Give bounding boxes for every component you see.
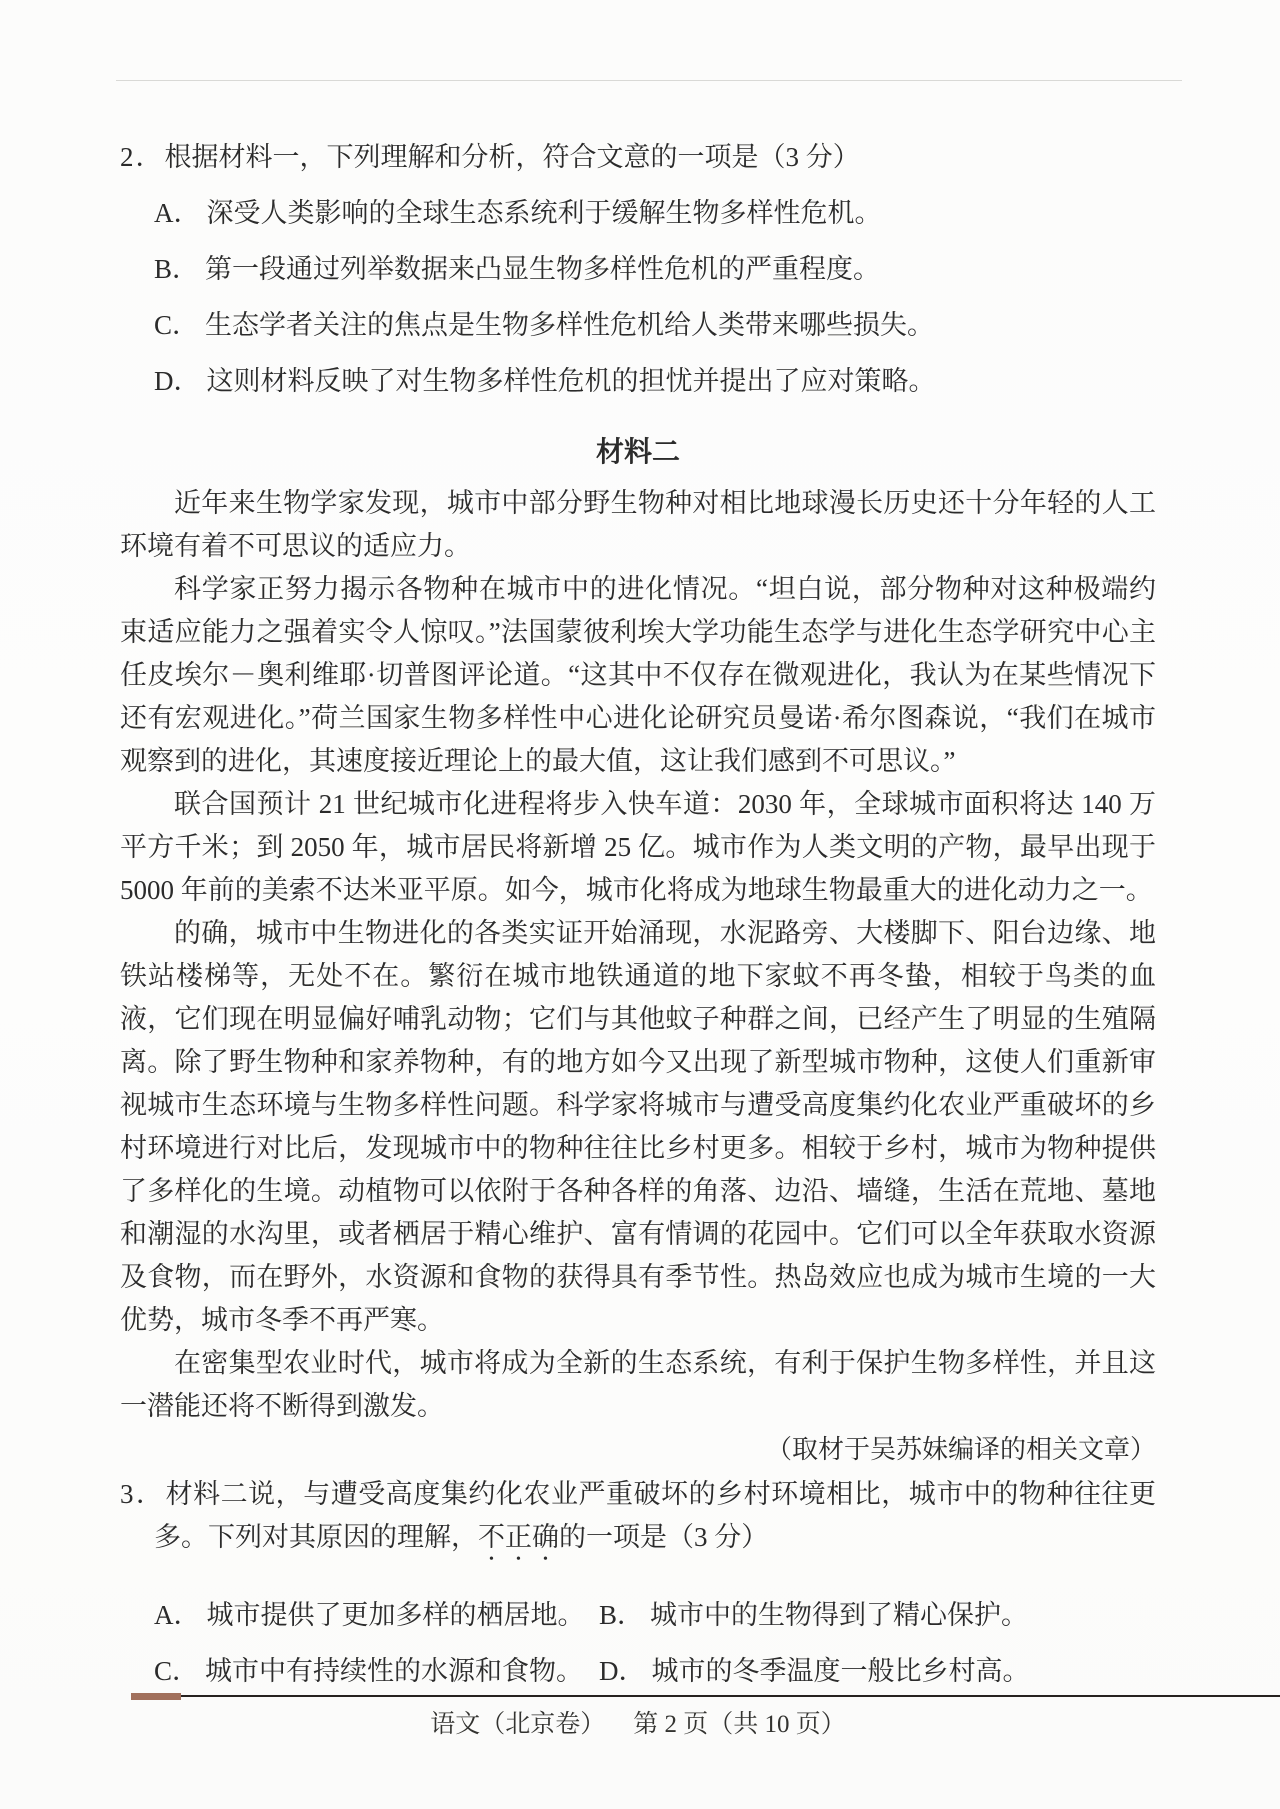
question-3-option-b xyxy=(599,1594,1156,1636)
question-2-option-b xyxy=(154,248,1156,290)
material-2-attribution: （取材于吴苏妹编译的相关文章） xyxy=(765,1435,1156,1464)
option-d-text: 这则材料反映了对生物多样性危机的担忧并提出了应对策略。 xyxy=(206,366,936,396)
bottom-rule-accent xyxy=(131,1693,181,1700)
question-3-options xyxy=(120,1594,1156,1692)
question-3-stem xyxy=(120,1473,1156,1567)
option-b-text: 第一段通过列举数据来凸显生物多样性危机的严重程度。 xyxy=(205,254,881,284)
material-2-heading: 材料二 xyxy=(595,437,680,468)
page-content xyxy=(120,136,1156,1742)
question-2-option-c xyxy=(154,304,1156,346)
material-paragraph-2: 科学家正努力揭示各物种在城市中的进化情况。“坦白说，部分物种对这种极端约束适应能力之强着实令人惊叹。”法国蒙彼利埃大学功能生态学与进化生态学研究中心主任皮埃尔－奥利维耶·切普图评论道。“这其中不仅存在微观进化，我认为在某些情况下还有宏观进化。”荷兰国家生物多样性中心进化论研究员曼诺·希尔图森说，“我们在城市观察到的进化，其速度接近理论上的最大值，这让我们感到不可思议。” xyxy=(120,574,1156,776)
question-3-number: 3． xyxy=(120,1479,166,1509)
page-footer xyxy=(120,1708,1156,1742)
option-b-label: B． xyxy=(154,254,200,284)
option-c-label: C． xyxy=(154,310,200,340)
material-paragraph-4: 的确，城市中生物进化的各类实证开始涌现，水泥路旁、大楼脚下、阳台边缘、地铁站楼梯等，无处不在。繁衍在城市地铁通道的地下家蚊不再冬蛰，相较于鸟类的血液，它们现在明显偏好哺乳动物；它们与其他蚊子种群之间，已经产生了明显的生殖隔离。除了野生物种和家养物种，有的地方如今又出现了新型城市物种，这使人们重新审视城市生态环境与生物多样性问题。科学家将城市与遭受高度集约化农业严重破坏的乡村环境进行对比后，发现城市中的物种往往比乡村更多。相较于乡村，城市为物种提供了多样化的生境。动植物可以依附于各种各样的角落、边沿、墙缝，生活在荒地、墓地和潮湿的水沟里，或者栖居于精心维护、富有情调的花园中。它们可以全年获取水资源及食物，而在野外，水资源和食物的获得具有季节性。热岛效应也成为城市生境的一大优势，城市冬季不再严寒。 xyxy=(120,918,1156,1335)
option-b-text: 城市中的生物得到了精心保护。 xyxy=(650,1600,1029,1630)
option-a-text: 深受人类影响的全球生态系统利于缓解生物多样性危机。 xyxy=(206,198,882,228)
option-d-text: 城市的冬季温度一般比乡村高。 xyxy=(651,1656,1030,1686)
option-a-label: A． xyxy=(154,198,201,228)
material-paragraph-1: 近年来生物学家发现，城市中部分野生物种对相比地球漫长历史还十分年轻的人工环境有着不可思议的适应力。 xyxy=(120,488,1156,561)
question-3 xyxy=(120,1473,1156,1692)
option-b-label: B． xyxy=(599,1600,645,1630)
question-2 xyxy=(120,136,1156,402)
option-c-text: 生态学者关注的焦点是生物多样性危机给人类带来哪些损失。 xyxy=(205,310,935,340)
question-2-options xyxy=(120,192,1156,402)
option-d-label: D． xyxy=(599,1656,646,1686)
question-2-option-d xyxy=(154,360,1156,402)
question-3-stem-after: 的一项是（3 分） xyxy=(559,1522,769,1552)
question-3-stem-before: 材料二说，与遭受高度集约化农业严重破坏的乡村环境相比，城市中的物种往往更多。下列对其原因的理解， xyxy=(154,1479,1157,1552)
question-3-option-a xyxy=(154,1594,599,1636)
option-d-label: D． xyxy=(154,366,201,396)
question-3-stem-emphasis: 不正确 xyxy=(478,1522,559,1552)
footer-page-number: 第 2 页（共 10 页） xyxy=(633,1711,846,1738)
option-c-label: C． xyxy=(154,1656,200,1686)
question-3-option-d xyxy=(599,1650,1156,1692)
option-a-label: A． xyxy=(154,1600,201,1630)
question-2-number: 2． xyxy=(120,142,165,172)
material-paragraph-5: 在密集型农业时代，城市将成为全新的生态系统，有利于保护生物多样性，并且这一潜能还将不断得到激发。 xyxy=(120,1348,1156,1421)
material-paragraph-3: 联合国预计 21 世纪城市化进程将步入快车道：2030 年，全球城市面积将达 140 万平方千米；到 2050 年，城市居民将新增 25 亿。城市作为人类文明的产物，最早出现于 5000 年前的美索不达米亚平原。如今，城市化将成为地球生物最重大的进化动力之一。 xyxy=(120,789,1156,905)
material-2-body xyxy=(120,482,1156,1428)
option-a-text: 城市提供了更加多样的栖居地。 xyxy=(206,1600,585,1630)
option-c-text: 城市中有持续性的水源和食物。 xyxy=(205,1656,584,1686)
question-2-stem-text: 根据材料一，下列理解和分析，符合文意的一项是（3 分） xyxy=(164,142,860,172)
top-hairline xyxy=(116,80,1182,81)
footer-exam-title: 语文（北京卷） xyxy=(430,1711,606,1738)
question-2-option-a xyxy=(154,192,1156,234)
material-2-section xyxy=(120,432,1156,1471)
question-3-option-c xyxy=(154,1650,599,1692)
question-2-stem xyxy=(120,136,1156,178)
bottom-rule xyxy=(131,1695,1280,1697)
